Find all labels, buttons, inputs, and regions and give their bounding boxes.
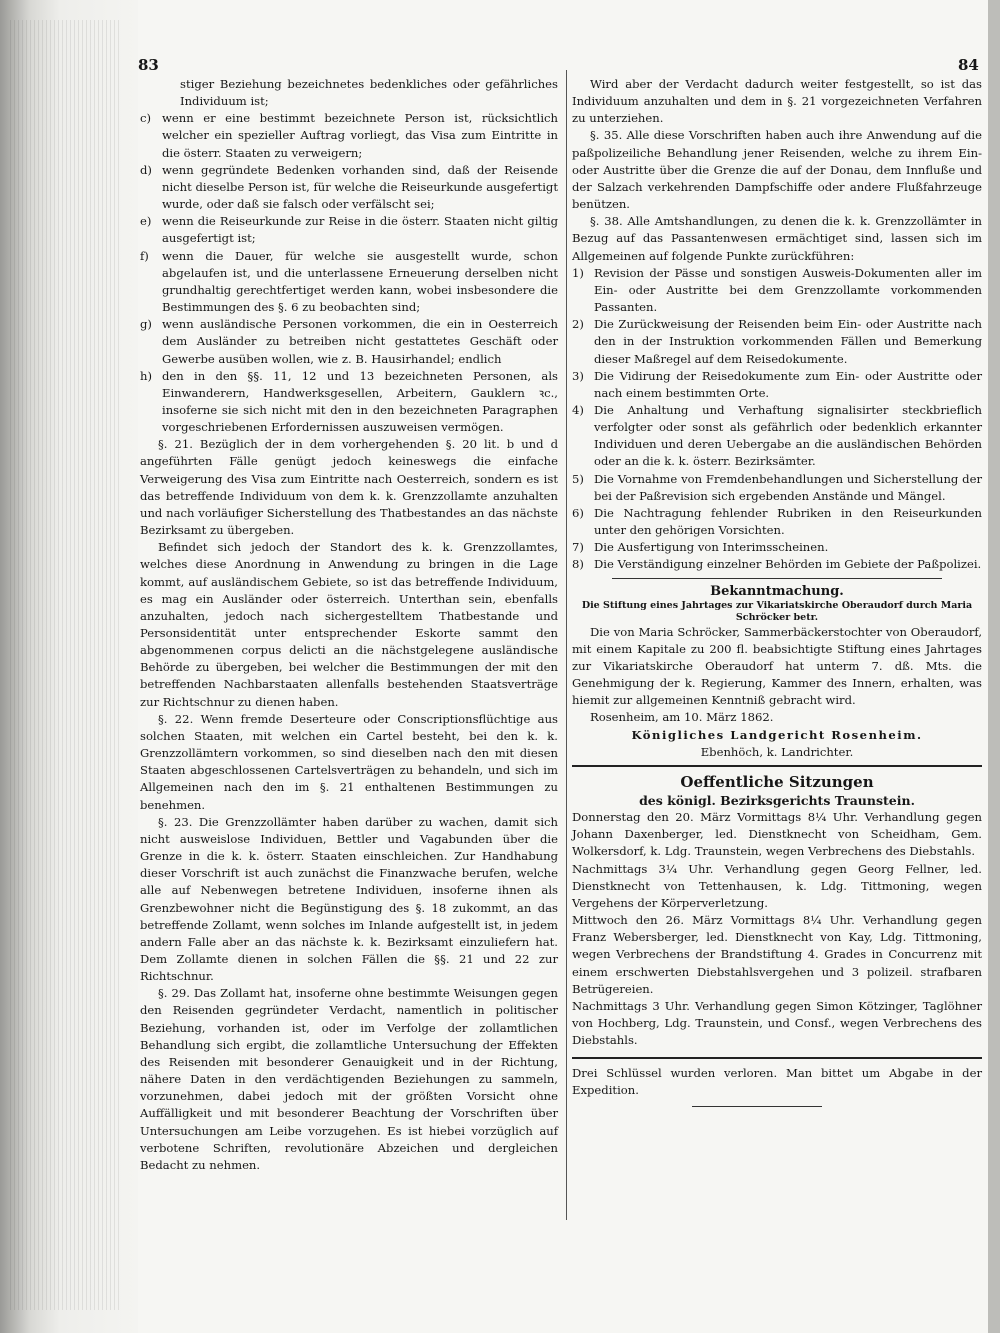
facing-page-edge	[10, 20, 120, 1310]
session-entry: Nachmittags 3 Uhr. Verhandlung gegen Simon Kötzinger, Taglöhner von Hochberg, Ldg. Traunstein, und Consf., wegen Verbrechens des Diebstahls.	[572, 998, 982, 1048]
notice-court: Königliches Landgericht Rosenheim.	[631, 727, 923, 742]
item-text: Die Verständigung einzelner Behörden im Gebiete der Paßpolizei.	[594, 557, 982, 572]
paragraph-section-21-cont: Befindet sich jedoch der Standort des k. k. Grenzzollamtes, welches diese Anordnung in Anwendung zu bringen in die Lage kommt, auf ausländischem Gebiete, so ist das betreffende Individuum, es mag ein Ausländer oder österreich. Unterthan sein, ebenfalls anzuhalten, jedoch nach sichergestelltem Thatbestande und Personsidentität unter entsprechender Eskorte sammt den abgenommenen corpus delicti an die nächstgelegene ausländische Behörde zu übergeben, bei welcher die Bestimmungen der mit den betreffenden Nachbarstaaten allenfalls bestehenden Staatsverträge zur Richtschnur zu dienen haben.	[140, 540, 558, 709]
notice-subtitle: Die Stiftung eines Jahrtages zur Vikariatskirche Oberaudorf durch Maria Schröcker betr.	[581, 599, 973, 623]
left-column	[140, 76, 558, 1174]
sessions-subtitle: des königl. Bezirksgerichts Traunstein.	[639, 792, 915, 808]
list-item	[140, 162, 558, 213]
item-text: wenn die Dauer, für welche sie ausgestellt wurde, schon abgelaufen ist, und die unterlassene Erneuerung derselben nicht grundhaltig gerechtfertiget werden kann, wobei insbesondere die Bestimmungen des §. 6 zu beobachten sind;	[162, 248, 558, 315]
list-item	[140, 368, 558, 437]
list-item	[140, 110, 558, 161]
paragraph-section-22: §. 22. Wenn fremde Deserteure oder Conscriptionsflüchtige aus solchen Staaten, mit welchen ein Cartel besteht, bei den k. k. Grenzzollämtern vorkommen, so sind dieselben nach den mit diesen Staaten abgeschlossenen Cartelsverträgen zu behandeln, und sich im Allgemeinen nach den im §. 21 enthaltenen Bestimmungen zu benehmen.	[140, 711, 558, 812]
item-text: Die Zurückweisung der Reisenden beim Ein- oder Austritte nach den in der Instruktion vorkommenden Fällen und Bemerkung dieser Maßregel auf dem Reisedokumente.	[594, 317, 982, 366]
item-text: Die Anhaltung und Verhaftung signalisirter steckbrieflich verfolgter oder sonst als gefährlich oder bedenklich erkannter Individuen und deren Uebergabe an die ausländischen Behörden oder an die k. k. österr. Bezirksämter.	[594, 402, 982, 469]
list-item	[572, 471, 982, 505]
item-text: den in den §§. 11, 12 und 13 bezeichneten Personen, als Einwanderern, Handwerksgesellen, Arbeitern, Gauklern ꝛc., insoferne sie sich nicht mit den in den bezeichneten Paragraphen vorgeschriebenen Erfordernissen auszuweisen vermögen.	[162, 368, 558, 435]
paragraph-section-35: §. 35. Alle diese Vorschriften haben auch ihre Anwendung auf die paßpolizeiliche Behandlung jener Reisenden, welche zu ihrem Ein- oder Austritte über die Grenze die auf der Donau, dem Innfluße und der Salzach verkehrenden Dampfschiffe oder andere Flußfahrzeuge benützen.	[572, 128, 982, 212]
lost-keys-notice: Drei Schlüssel wurden verloren. Man bittet um Abgabe in der Expedition.	[572, 1066, 982, 1098]
separator	[572, 765, 982, 767]
notice-signature: Ebenhöch, k. Landrichter.	[700, 744, 854, 759]
item-label: 1)	[572, 265, 584, 280]
page-number-left: 83	[138, 56, 159, 74]
session-entry: Donnerstag den 20. März Vormittags 8¼ Uhr. Verhandlung gegen Johann Daxenberger, led. Dienstknecht von Scheidham, Gem. Wolkersdorf, k. Ldg. Traunstein, wegen Verbrechens des Diebstahls.	[572, 810, 982, 859]
list-item	[572, 316, 982, 367]
session-entry: Nachmittags 3¼ Uhr. Verhandlung gegen Georg Fellner, led. Dienstknecht von Tettenhausen, k. Ldg. Tittmoning, wegen Vergehens der Körperverletzung.	[572, 861, 982, 910]
item-label: 8)	[572, 557, 584, 572]
list-item	[140, 316, 558, 367]
paragraph-section-21: §. 21. Bezüglich der in dem vorhergehenden §. 20 lit. b und d angeführten Fälle genügt jedoch keineswegs die einfache Verweigerung des Visa zum Eintritte nach Oesterreich, sondern es ist das betreffende Individuum von dem k. k. Grenzzollamte anzuhalten und nach vorläufiger Sicherstellung des Thatbestandes an das nächste Bezirksamt zu übergeben.	[140, 437, 558, 538]
list-item	[572, 402, 982, 471]
paragraph-continued-right: Wird aber der Verdacht dadurch weiter festgestellt, so ist das Individuum anzuhalten und dem in §. 21 vorgezeichneten Verfahren zu unterziehen.	[572, 77, 982, 126]
item-text: wenn er eine bestimmt bezeichnete Person ist, rücksichtlich welcher ein spezieller Auftrag vorliegt, das Visa zum Eintritte in die österr. Staaten zu verweigern;	[162, 111, 558, 160]
separator	[572, 1057, 982, 1059]
sessions-title: Oeffentliche Sitzungen	[680, 772, 874, 791]
notice-body: Die von Maria Schröcker, Sammerbäckerstochter von Oberaudorf, mit einem Kapitale zu 200 fl. beabsichtigte Stiftung eines Jahrtages zur Vikariatskirche Oberaudorf hat unterm 7. dß. Mts. die Genehmigung der k. Regierung, Kammer des Innern, erhalten, was hiemit zur allgemeinen Kenntniß gebracht wird.	[572, 624, 982, 708]
end-rule	[692, 1106, 822, 1107]
list-item	[572, 556, 982, 573]
item-label: 6)	[572, 505, 584, 520]
item-text: Die Ausfertigung von Interimsscheinen.	[594, 540, 829, 555]
item-label: g)	[140, 317, 152, 332]
right-column	[572, 76, 982, 1107]
item-label: c)	[140, 111, 152, 126]
column-divider	[566, 70, 567, 1220]
item-label: 5)	[572, 471, 584, 486]
list-item	[572, 265, 982, 316]
item-text: Die Vornahme von Fremdenbehandlungen und Sicherstellung der bei der Paßrevision sich ergebenden Anstände und Mängel.	[594, 471, 982, 503]
item-label: 3)	[572, 368, 584, 383]
item-text: Die Vidirung der Reisedokumente zum Ein- oder Austritte oder nach einem bestimmten Orte.	[594, 368, 982, 400]
item-label: 2)	[572, 317, 584, 332]
page-number-right: 84	[958, 56, 979, 74]
paragraph-section-38: §. 38. Alle Amtshandlungen, zu denen die k. k. Grenzzollämter in Bezug auf das Passantenwesen ermächtiget sind, lassen sich im Allgemeinen auf folgende Punkte zurückführen:	[572, 214, 982, 263]
item-label: 7)	[572, 540, 584, 555]
paragraph-section-29: §. 29. Das Zollamt hat, insoferne ohne bestimmte Weisungen gegen den Reisenden gegründeter Verdacht, namentlich in politischer Beziehung, vorhanden ist, oder im Verfolge der zollamtlichen Behandlung sich ergibt, die zollamtliche Untersuchung der Effekten des Reisenden mit besonderer Genauigkeit und in der Richtung, nähere Daten in den verdächtigenden Beziehungen zu sammeln, vorzunehmen, dabei jedoch mit der größten Vorsicht ohne Auffälligkeit und mit besonderer Beachtung der Vorschriften über Untersuchungen am Leibe vorzugehen. Es ist hiebei vorzüglich auf verbotene Schriften, revolutionäre Abzeichen und dergleichen Bedacht zu nehmen.	[140, 986, 558, 1172]
item-text: wenn gegründete Bedenken vorhanden sind, daß der Reisende nicht dieselbe Person ist, für welche die Reiseurkunde ausgefertigt wurde, oder daß sie falsch oder verfälscht sei;	[162, 162, 558, 212]
item-label: 4)	[572, 402, 584, 417]
item-label: h)	[140, 368, 152, 383]
notice-date: Rosenheim, am 10. März 1862.	[590, 710, 774, 725]
item-text: Revision der Pässe und sonstigen Ausweis-Dokumenten aller im Ein- oder Austritte bei dem Grenzzollamte vorkommenden Passanten.	[594, 265, 982, 315]
paragraph-section-23: §. 23. Die Grenzzollämter haben darüber zu wachen, damit sich nicht ausweislose Individuen, Bettler und Vagabunden über die Grenze in die k. k. österr. Staaten einschleichen. Zur Handhabung dieser Vorschrift ist auch zunächst die Finanzwache berufen, welche alle auf Nebenwegen betretene Individuen, insoferne ihnen als Grenzbewohner nicht die Begünstigung des §. 18 zukommt, an das betreffende Zollamt, wenn solches im Inlande aufgestellt ist, in jedem andern Falle aber an das nächste k. k. Bezirksamt einzuliefern hat. Dem Zollamte dienen in solchen Fällen die §§. 21 und 22 zur Richtschnur.	[140, 814, 558, 984]
list-item	[572, 505, 982, 539]
item-text: wenn die Reiseurkunde zur Reise in die österr. Staaten nicht giltig ausgefertigt ist;	[162, 214, 558, 246]
separator	[612, 578, 942, 579]
book-gutter	[0, 0, 138, 1333]
session-entry: Mittwoch den 26. März Vormittags 8¼ Uhr. Verhandlung gegen Franz Webersberger, led. Dienstknecht von Kay, Ldg. Tittmoning, wegen Verbrechens der Brandstiftung 4. Grades in Concurrenz mit einem erschwerten Diebstahlsvergehen und 3 polizeil. strafbaren Betrügereien.	[572, 913, 982, 996]
list-item	[140, 248, 558, 317]
item-label: f)	[140, 248, 149, 263]
page-edge-right	[988, 0, 1000, 1333]
item-label: d)	[140, 162, 152, 177]
item-text: Die Nachtragung fehlender Rubriken in den Reiseurkunden unter den gehörigen Vorsichten.	[594, 505, 982, 538]
list-item	[572, 539, 982, 556]
item-label: e)	[140, 214, 152, 229]
notice-title: Bekanntmachung.	[710, 583, 844, 599]
item-text: wenn ausländische Personen vorkommen, die ein in Oesterreich dem Ausländer zu betreiben nicht gestattetes Geschäft oder Gewerbe ausüben wollen, wie z. B. Hausirhandel; endlich	[162, 317, 558, 366]
paragraph-continued: stiger Beziehung bezeichnetes bedenkliches oder gefährliches Individuum ist;	[180, 77, 558, 109]
list-item	[140, 213, 558, 247]
list-item	[572, 368, 982, 402]
